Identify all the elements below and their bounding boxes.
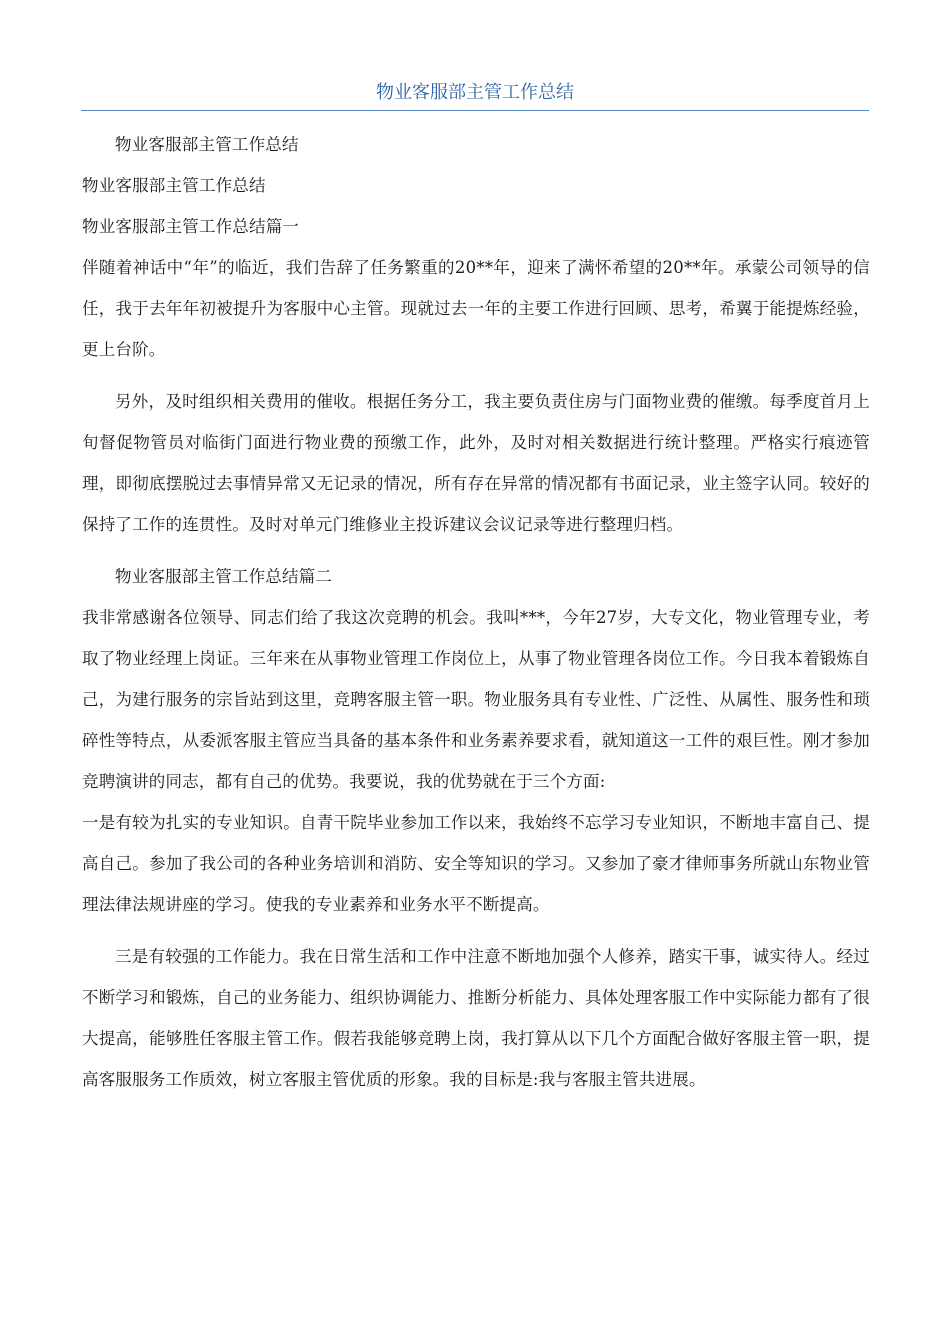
body-paragraph: 一是有较为扎实的专业知识。自青干院毕业参加工作以来，我始终不忘学习专业知识，不断地丰富自己、提高自己。参加了我公司的各种业务培训和消防、安全等知识的学习。又参加了豪才律师事务所就山东物业管理法律法规讲座的学习。使我的专业素养和业务水平不断提高。 bbox=[82, 813, 870, 914]
body-paragraph: 另外，及时组织相关费用的催收。根据任务分工，我主要负责住房与门面物业费的催缴。每季度首月上旬督促物管员对临街门面进行物业费的预缴工作，此外，及时对相关数据进行统计整理。严格实行痕迹管理，即彻底摆脱过去事情异常又无记录的情况，所有存在异常的情况都有书面记录，业主签字认同。较好的保持了工作的连贯性。及时对单元门维修业主投诉建议会议记录等进行整理归档。 bbox=[82, 392, 870, 534]
page-title: 物业客服部主管工作总结 bbox=[376, 82, 574, 103]
body-paragraph: 我非常感谢各位领导、同志们给了我这次竞聘的机会。我叫***，今年27岁，大专文化，物业管理专业，考取了物业经理上岗证。三年来在从事物业管理工作岗位上，从事了物业管理各岗位工作。今日我本着锻炼自己，为建行服务的宗旨站到这里，竞聘客服主管一职。物业服务具有专业性、广泛性、从属性、服务性和琐碎性等特点，从委派客服主管应当具备的基本条件和业务素养要求看，就知道这一工件的艰巨性。刚才参加竞聘演讲的同志，都有自己的优势。我要说，我的优势就在于三个方面: bbox=[82, 608, 870, 791]
body-paragraph: 三是有较强的工作能力。我在日常生活和工作中注意不断地加强个人修养，踏实干事，诚实待人。经过不断学习和锻炼，自己的业务能力、组织协调能力、推断分析能力、具体处理客服工作中实际能力都有了很大提高，能够胜任客服主管工作。假若我能够竞聘上岗，我打算从以下几个方面配合做好客服主管一职，提高客服服务工作质效，树立客服主管优质的形象。我的目标是:我与客服主管共进展。 bbox=[82, 947, 870, 1089]
page-header bbox=[81, 80, 869, 111]
document-body bbox=[82, 124, 870, 1100]
section-heading: 物业客服部主管工作总结篇一 bbox=[82, 217, 300, 236]
heading-line: 物业客服部主管工作总结 bbox=[115, 135, 299, 154]
section-heading: 物业客服部主管工作总结篇二 bbox=[115, 567, 333, 586]
heading-line: 物业客服部主管工作总结 bbox=[82, 176, 266, 195]
body-paragraph: 伴随着神话中“年”的临近，我们告辞了任务繁重的20**年，迎来了满怀希望的20**年。承蒙公司领导的信任，我于去年年初被提升为客服中心主管。现就过去一年的主要工作进行回顾、思考，希翼于能提炼经验，更上台阶。 bbox=[82, 258, 870, 359]
